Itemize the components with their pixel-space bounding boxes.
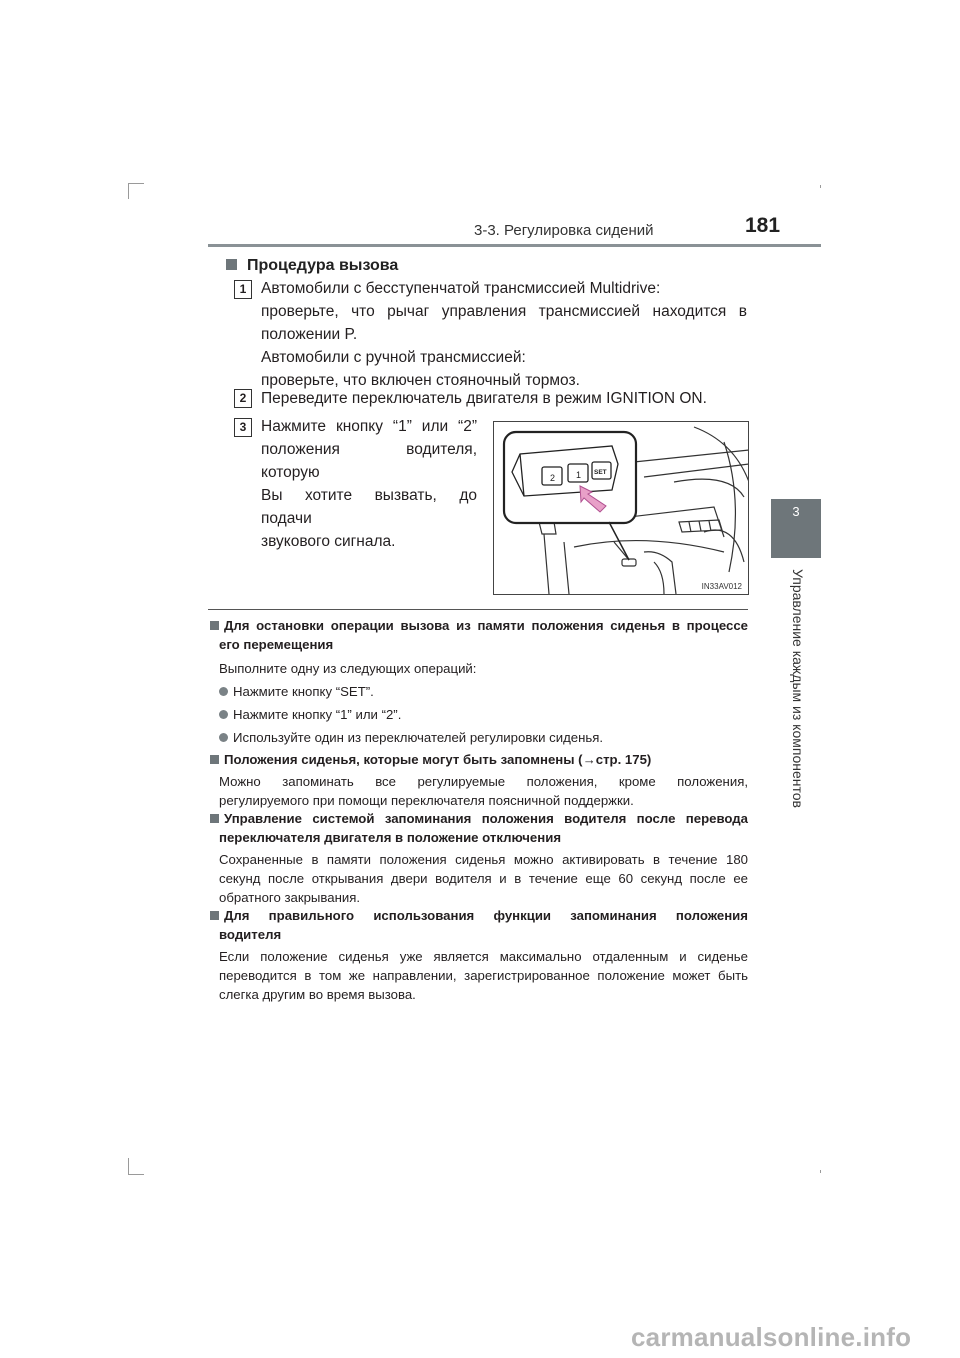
step-1-line: Автомобили с бесступенчатой трансмиссией Multidrive: bbox=[261, 280, 661, 297]
chapter-title: Управление каждым из компонентов bbox=[790, 569, 806, 808]
note-title bbox=[210, 809, 748, 828]
note-title-text: водителя bbox=[219, 927, 282, 942]
note-title-text: Положения сиденья, которые могут быть запомнены (→стр. 175) bbox=[224, 752, 652, 767]
note-body-text: слегка другим во время вызова. bbox=[219, 987, 416, 1002]
procedure-title bbox=[226, 257, 398, 275]
list-item-text: Нажмите кнопку “SET”. bbox=[233, 684, 374, 699]
chapter-tab: 3 bbox=[771, 499, 821, 558]
step-3-line: Нажмите кнопку “1” или “2” bbox=[261, 418, 477, 435]
square-bullet-icon bbox=[210, 621, 219, 630]
door-panel-drawing bbox=[494, 422, 749, 595]
square-bullet-icon bbox=[210, 814, 219, 823]
seat-memory-illustration bbox=[493, 421, 749, 595]
note-body-text: регулируемого при помощи переключателя поясничной поддержки. bbox=[219, 793, 634, 808]
note-proper-use bbox=[210, 906, 748, 1004]
crop-mark bbox=[128, 1158, 129, 1174]
step-badge-1: 1 bbox=[234, 280, 252, 299]
procedure-title-text: Процедура вызова bbox=[247, 257, 399, 274]
step-3-line: Вы хотите вызвать, до подачи bbox=[261, 487, 477, 527]
note-after-engine-off bbox=[210, 809, 748, 907]
figure-caption: IN33AV012 bbox=[701, 582, 742, 591]
note-title bbox=[210, 616, 748, 635]
crop-mark bbox=[128, 183, 144, 184]
step-1-line: положении P. bbox=[261, 326, 358, 343]
list-item bbox=[210, 705, 748, 724]
note-title-text: переключателя двигателя в положение отключения bbox=[219, 830, 562, 845]
note-body-text: Можно запоминать все регулируемые положения, кроме положения, bbox=[219, 774, 748, 789]
button-set-label: SET bbox=[594, 469, 607, 476]
note-title-text: Для остановки операции вызова из памяти положения сиденья в процессе bbox=[224, 618, 748, 633]
crop-mark bbox=[820, 1170, 821, 1173]
header-rule bbox=[208, 244, 821, 247]
round-bullet-icon bbox=[219, 687, 228, 696]
step-1-line: проверьте, что рычаг управления трансмиссией находится в bbox=[261, 303, 747, 320]
step-3-text bbox=[261, 415, 477, 553]
note-body-text: обратного закрывания. bbox=[219, 890, 361, 905]
step-1-line: проверьте, что включен стояночный тормоз. bbox=[261, 372, 580, 389]
crop-mark bbox=[128, 183, 129, 199]
step-2-text: Переведите переключатель двигателя в режим IGNITION ON. bbox=[261, 390, 707, 407]
page-number: 181 bbox=[745, 214, 781, 237]
round-bullet-icon bbox=[219, 733, 228, 742]
watermark: carmanualsonline.info bbox=[631, 1322, 912, 1352]
square-bullet-icon bbox=[210, 911, 219, 920]
step-3-line: положения водителя, которую bbox=[261, 441, 477, 481]
list-item bbox=[210, 682, 748, 701]
round-bullet-icon bbox=[219, 710, 228, 719]
list-item-text: Используйте один из переключателей регулировки сиденья. bbox=[233, 730, 604, 745]
note-title-text: его перемещения bbox=[219, 637, 334, 652]
section-divider bbox=[208, 609, 748, 610]
button-1-label: 1 bbox=[576, 470, 582, 480]
note-title bbox=[210, 750, 748, 769]
note-body-text: переводится в том же направлении, зарегистрированное положение может быть bbox=[219, 968, 748, 983]
step-badge-3: 3 bbox=[234, 418, 252, 437]
step-1-line: Автомобили с ручной трансмиссией: bbox=[261, 349, 526, 366]
note-body-text: секунд после открывания двери водителя и в течение еще 60 секунд после ее bbox=[219, 871, 748, 886]
step-3-line: звукового сигнала. bbox=[261, 533, 396, 550]
crop-mark bbox=[820, 185, 821, 188]
step-1-text bbox=[261, 277, 747, 392]
list-item-text: Нажмите кнопку “1” или “2”. bbox=[233, 707, 402, 722]
note-title-text: Управление системой запоминания положения водителя после перевода bbox=[224, 811, 748, 826]
note-title-text: Для правильного использования функции запоминания положения bbox=[224, 908, 748, 923]
step-badge-2: 2 bbox=[234, 389, 252, 408]
crop-mark bbox=[128, 1174, 144, 1175]
note-body-text: Сохраненные в памяти положения сиденья можно активировать в течение 180 bbox=[219, 852, 748, 867]
square-bullet-icon bbox=[226, 259, 237, 270]
note-title bbox=[210, 906, 748, 925]
note-memorizable-positions bbox=[210, 750, 748, 810]
section-header: 3-3. Регулировка сидений bbox=[474, 222, 654, 239]
note-body-text: Если положение сиденья уже является максимально отдаленным и сиденье bbox=[219, 949, 748, 964]
list-item bbox=[210, 728, 748, 747]
note-body-text: Выполните одну из следующих операций: bbox=[219, 661, 477, 676]
button-2-label: 2 bbox=[550, 473, 556, 483]
note-stop-recall bbox=[210, 616, 748, 747]
square-bullet-icon bbox=[210, 755, 219, 764]
